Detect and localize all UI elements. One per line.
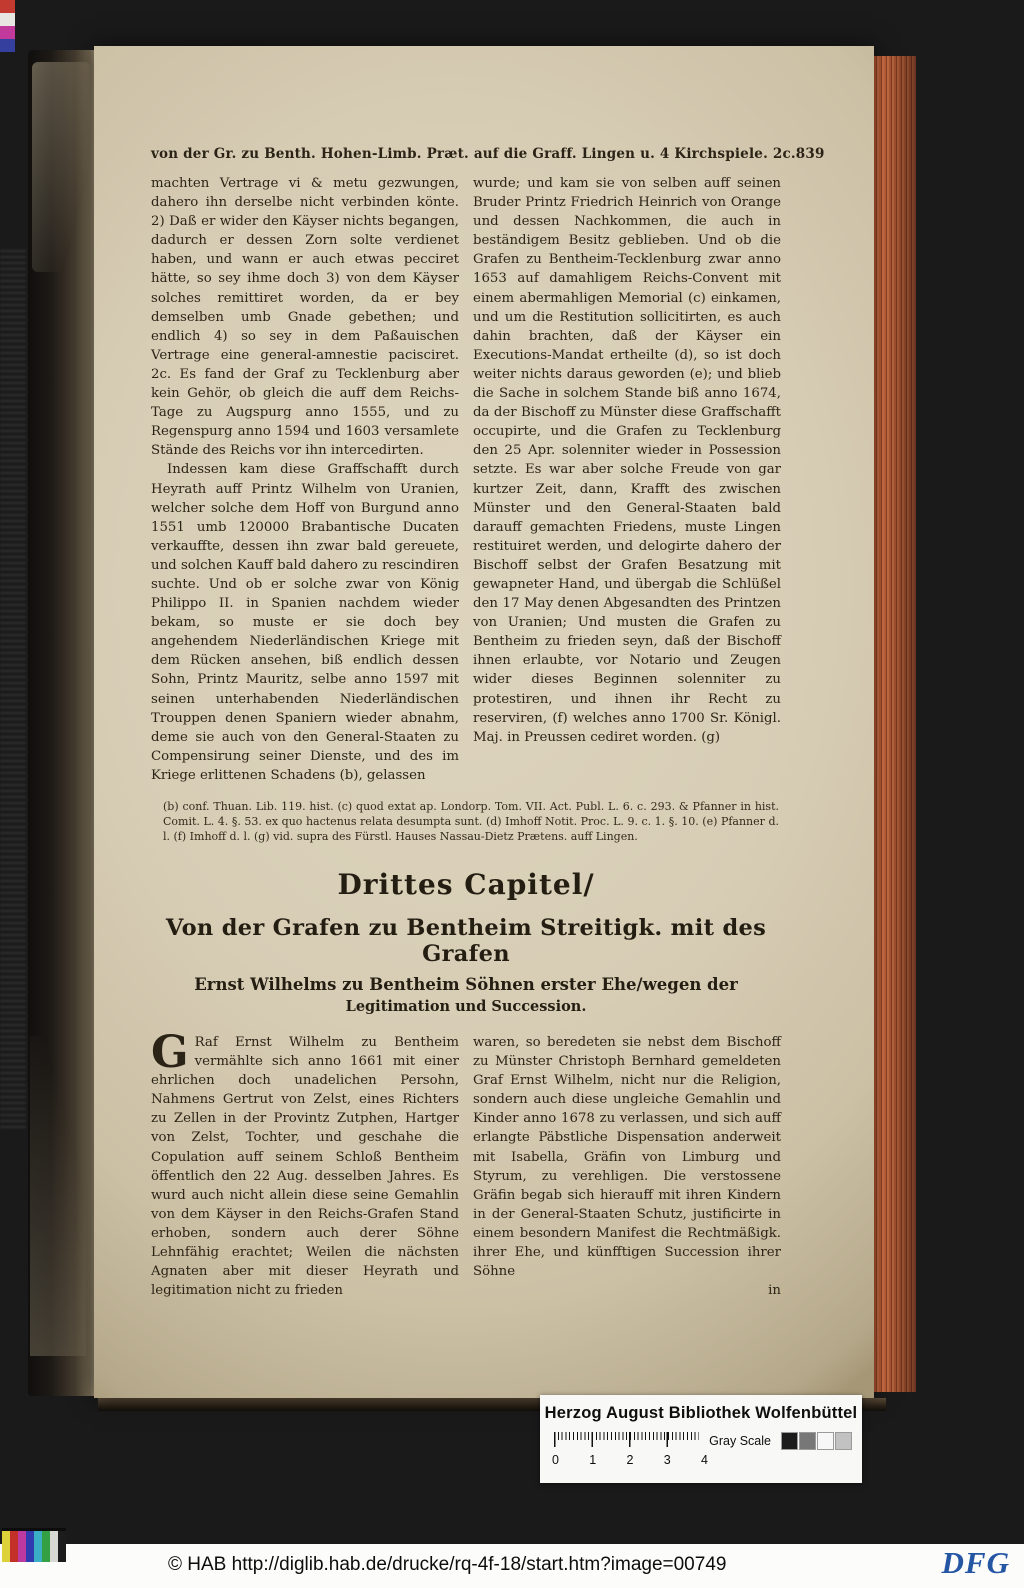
color-swatch (10, 1531, 18, 1562)
color-swatch (0, 0, 15, 13)
ruler-tick-label: 3 (663, 1453, 671, 1467)
ruler-tick-label: 2 (626, 1453, 634, 1467)
copyright-text: © HAB http://diglib.hab.de/drucke/rq-4f-18/start.htm?image=00749 (168, 1554, 727, 1575)
color-swatch (58, 1531, 66, 1562)
measurement-ruler (554, 1432, 699, 1447)
book-spine-edge (28, 50, 94, 1396)
text-column-left (151, 174, 459, 785)
grayscale-swatches (780, 1432, 852, 1450)
footer-bar (0, 1544, 1024, 1588)
paragraph: machten Vertrage vi & metu gezwungen, dahero ihn derselbe nicht verbinden könte. 2) Daß er wider den Käyser nichts begangen, dadurch er dessen Zorn solte verdienet haben, und wann er auch etwas pecciret hätte, so sey ihme doch 3) von dem Käyser solches remittiret worden, da er bey demselben umb Gnade gebethen; und endlich 4) so sey in dem Paßauischen Vertrage eine general-amnestie pacisciret. 2c. Es fand der Graf zu Tecklenburg aber kein Gehör, ob gleich die auff dem Reichs-Tage zu Augspurg anno 1555, und zu Regenspurg anno 1594 und 1603 versamlete Stände des Reichs vor ihn intercedirten. (151, 176, 459, 459)
gray-scale-label: Gray Scale (709, 1434, 771, 1448)
chapter-heading (151, 868, 781, 1015)
color-swatch (26, 1531, 34, 1562)
color-swatch (0, 39, 15, 52)
color-swatch (799, 1432, 816, 1450)
paragraph: wurde; und kam sie von selben auff seinen Bruder Printz Friedrich Heinrich von Orange und dessen Nachkommen, die auch in beständigem Besitz geblieben. Und ob die Grafen zu Bentheim-Tecklenburg zwar anno 1653 auf damahligem Reichs-Convent mit einem abermahligen Memorial (c) einkamen, und um die Restitution sollicitirten, es auch dahin brachten, daß der Käyser ein Executions-Mandat ertheilte (d), so ist doch weiter nichts daraus geworden (e); und blieb die Sache in solchem Stande biß anno 1674, da der Bischoff zu Münster diese Graffschafft occupirte, und die Grafen zu Tecklenburg den 25 Apr. solenniter wieder in Possession setzte. Es war aber solche Freude von gar kurtzer Zeit, dann, Krafft des zwischen Münster und den General-Staaten bald darauff gemachten Friedens, muste Lingen restituiret werden, und delogirte dahero der Bischoff selbst der Grafen Besatzung mit gewapneter Hand, und übergab die Schlüßel den 17 May denen Abgesandten des Printzen von Uranien; Und musten die Grafen zu Bentheim zu frieden seyn, daß der Bischoff ihnen erlaubte, vor Notario und Zeugen wider dieses Beginnen solenniter zu protestiren, und ihnen ihr Recht zu reserviren, (f) welches anno 1700 Sr. Königl. Maj. in Preussen cediret worden. (g) (473, 176, 781, 745)
color-swatch (50, 1531, 58, 1562)
color-swatch (2, 1531, 10, 1562)
library-label-card (540, 1395, 862, 1483)
page-surface (94, 46, 874, 1398)
ruler-numbers (552, 1453, 708, 1467)
chapter-subtitle-2: Ernst Wilhelms zu Bentheim Söhnen erster Ehe/wegen der (194, 975, 738, 994)
running-header (151, 146, 825, 162)
paragraph: waren, so beredeten sie nebst dem Bischoff zu Münster Christoph Bernhard gemeldeten Graf Ernst Wilhelm, nicht nur die Religion, sondern auch diese ungleiche Gemahlin und Kinder anno 1678 zu verlassen, und sich auff erlangte Päbstliche Dispensation anderweit mit Isabella, Gräfin von Limburg und Styrum, zu verehligen. Die verstossene Gräfin begab sich hierauff mit ihren Kindern in der General-Staaten Schutz, justificirte in einem besondern Manifest die Rechtmäßigk. ihrer Ehe, und künfftigen Succession ihrer Söhne (473, 1035, 781, 1280)
library-name: Herzog August Bibliothek Wolfenbüttel (544, 1404, 858, 1422)
book-fore-edge (874, 56, 916, 1392)
page-number: 839 (795, 146, 825, 162)
color-swatch (781, 1432, 798, 1450)
text-section-2 (151, 1027, 781, 1300)
text-column-right (473, 174, 781, 785)
label-measure-row (554, 1432, 852, 1450)
text-column-right (473, 1033, 781, 1300)
drop-cap: G (151, 1027, 189, 1078)
ruler-tick-label: 0 (552, 1453, 559, 1467)
text-column-left (151, 1027, 459, 1300)
dfg-logo: DFG (941, 1545, 1010, 1580)
color-swatch (835, 1432, 852, 1450)
running-header-text: von der Gr. zu Benth. Hohen-Limb. Præt. auf die Graff. Lingen u. 4 Kirchspiele. 2c. (151, 146, 796, 162)
top-calibration-strip (0, 0, 15, 52)
paragraph: Indessen kam diese Graffschafft durch Heyrath auff Printz Wilhelm von Uranien, welcher solche dem Hoff von Burgund anno 1551 umb 120000 Brabantische Ducaten verkauffte, dessen ihn zwar bald gereuete, und solchen Kauff bald dahero zu rescindiren suchte. Und ob er solche zwar von König Philippo II. in Spanien nachdem wieder bekam, so muste er sie doch bey angehendem Niederländischen Kriege mit dem Rücken ansehen, biß endlich dessen Sohn, Printz Mauritz, selbe anno 1597 mit seinen unterhabenden Niederländischen Trouppen denen Spaniern wieder abnahm, deme sie auch von den General-Staaten zu Compensirung seiner Dienste, und des im Kriege erlittenen Schadens (b), gelassen (151, 462, 459, 783)
page-edge-ghost-text (0, 250, 26, 1130)
page-content (151, 146, 825, 1300)
ruler-tick-label: 4 (701, 1453, 708, 1467)
chapter-subtitle-1: Von der Grafen zu Bentheim Streitigk. mit des Grafen (165, 915, 767, 967)
text-section-1 (151, 174, 781, 785)
color-swatch (42, 1531, 50, 1562)
color-swatch (18, 1531, 26, 1562)
paragraph-text: Raf Ernst Wilhelm zu Bentheim vermählte sich anno 1661 mit einer ehrlichen doch unadelichen Persohn, Nahmens Gertrut von Zelst, eines Richters zu Zellen in der Provintz Zutphen, Hartger von Zelst, Tochter, und geschahe die Copulation auff seinem Schloß Bentheim öffentlich den 22 Aug. desselben Jahres. Es wurd auch nicht allein diese seine Gemahlin von dem Käyser in den Reichs-Grafen Stand erhoben, sondern auch derer Söhne Lehnfähig erachtet; Weilen die nächsten Agnaten aber mit dieser Heyrath und legitimation nicht zu frieden (151, 1035, 459, 1299)
color-swatch (0, 26, 15, 39)
color-swatch (34, 1531, 42, 1562)
footnotes: (b) conf. Thuan. Lib. 119. hist. (c) quod extat ap. Londorp. Tom. VII. Act. Publ. L. 6. c. 293. & Pfanner in hist. Comit. L. 4. §. 53. ex quo hactenus relata desumpta sunt. (d) Imhoff Notit. Proc. L. 9. c. 1. §. 10. (e) Pfanner d. l. (f) Imhoff d. l. (g) vid. supra des Fürstl. Hauses Nassau-Dietz Prætens. auff Lingen. (163, 800, 779, 843)
ruler-tick-label: 1 (589, 1453, 597, 1467)
color-swatch (0, 13, 15, 26)
paragraph (151, 1027, 459, 1300)
book-photo (28, 40, 918, 1412)
chapter-subtitle-3: Legitimation und Succession. (345, 998, 587, 1015)
color-swatch (817, 1432, 834, 1450)
chapter-title: Drittes Capitel/ (337, 868, 595, 901)
bottom-calibration-strip (2, 1528, 66, 1565)
catchword: in (768, 1283, 781, 1299)
